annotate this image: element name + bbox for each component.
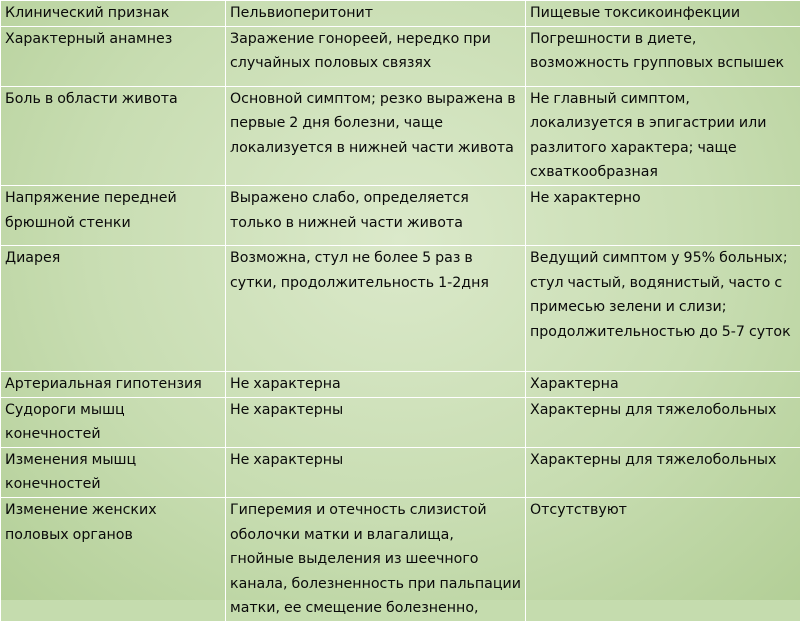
pelvioperitonitis-cell: Не характерны [226,397,526,447]
row-label-cell: Артериальная гипотензия [1,371,226,397]
food-toxicoinfection-cell: Отсутствуют [526,497,801,621]
food-toxicoinfection-cell: Характерны для тяжелобольных [526,397,801,447]
pelvioperitonitis-cell: Основной симптом; резко выражена в первые 2 дня болезни, чаще локализуется в нижней части живота [226,86,526,185]
table-row-muscle-cramps [1,397,801,447]
row-label-cell: Боль в области живота [1,86,226,185]
table-row-abdominal-pain [1,86,801,185]
table-row-anamnesis [1,26,801,86]
table-row-genital-changes [1,497,801,621]
row-label-cell: Изменения мышц конечностей [1,447,226,497]
header-cell-sign: Клинический признак [1,1,226,27]
food-toxicoinfection-cell: Ведущий симптом у 95% больных; стул частый, водянистый, часто с примесью зелени и слизи; продолжительностью до 5-7 суток [526,245,801,371]
food-toxicoinfection-cell: Погрешности в диете, возможность групповых вспышек [526,26,801,86]
header-cell-food-toxicoinfection: Пищевые токсикоинфекции [526,1,801,27]
food-toxicoinfection-cell: Характерны для тяжелобольных [526,447,801,497]
table-row-muscle-changes [1,447,801,497]
pelvioperitonitis-cell: Выражено слабо, определяется только в нижней части живота [226,185,526,245]
pelvioperitonitis-cell: Гиперемия и отечность слизистой оболочки матки и влагалища, гнойные выделения из шеечного канала, болезненность при пальпации матки, ее смещение болезненно, [226,497,526,621]
pelvioperitonitis-cell: Заражение гонореей, нередко при случайных половых связях [226,26,526,86]
row-label-cell: Судороги мышц конечностей [1,397,226,447]
row-label-cell: Напряжение передней брюшной стенки [1,185,226,245]
table-row-diarrhea [1,245,801,371]
pelvioperitonitis-cell: Не характерны [226,447,526,497]
row-label-cell: Характерный анамнез [1,26,226,86]
row-label-cell: Диарея [1,245,226,371]
food-toxicoinfection-cell: Не главный симптом, локализуется в эпигастрии или разлитого характера; чаще схваткообразная [526,86,801,185]
row-label-cell: Изменение женских половых органов [1,497,226,621]
table-header-row [1,1,801,27]
pelvioperitonitis-cell: Возможна, стул не более 5 раз в сутки, продолжительность 1-2дня [226,245,526,371]
food-toxicoinfection-cell: Не характерно [526,185,801,245]
table-row-abdominal-wall-tension [1,185,801,245]
header-cell-pelvioperitonitis: Пельвиоперитонит [226,1,526,27]
table-row-hypotension [1,371,801,397]
food-toxicoinfection-cell: Характерна [526,371,801,397]
pelvioperitonitis-cell: Не характерна [226,371,526,397]
